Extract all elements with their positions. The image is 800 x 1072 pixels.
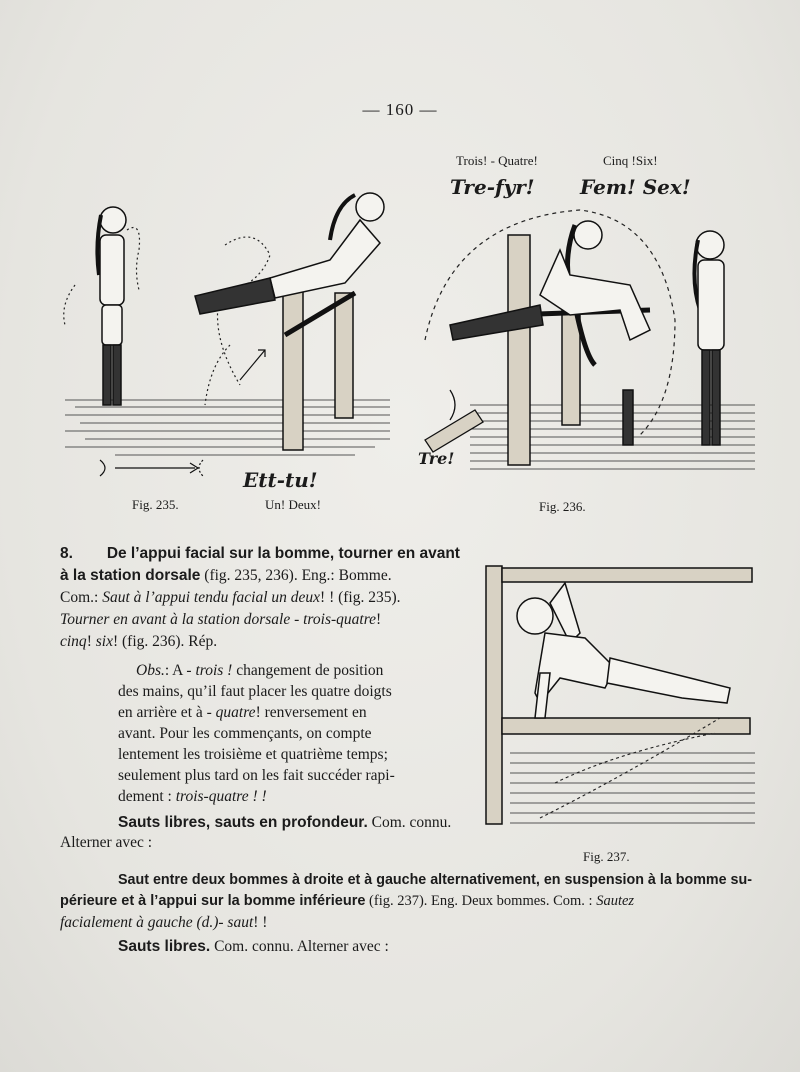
section-8-title-1: De l’appui facial sur la bomme, tourner en avant [106,545,460,562]
obs-paragraph: Obs.: A - trois ! changement de position des mains, qu’il faut placer les quatre doigts en arrière et à - quatre! renversement en avant. Pour les commençants, on compte lentement les troisième et quatrième temps; seulement plus tard on les fait succéder rapi- dement : trois-quatre ! ! [118,662,395,805]
section-8-line-3: Com.: Saut à l’appui tendu facial un deux! ! (fig. 235). [60,589,401,606]
figure-237-illustration [480,558,760,843]
page-number: — 160 — [362,100,438,119]
section-8-line-5: cinq! six! (fig. 236). Rép. [60,633,218,650]
fig235-caption: Fig. 235. [132,497,179,512]
fig236-script-right: Fem! Sex! [580,175,691,199]
figure-236-illustration [410,200,760,490]
fig235-script: Ett-tu! [243,468,318,492]
fig236-caption: Fig. 236. [539,499,586,514]
section-8-heading [60,543,462,564]
section-8-line-2: à la station dorsale (fig. 235, 236). Eng.: Bomme. [60,567,392,584]
sauts-libres-profondeur: Sauts libres, sauts en profondeur. Com. connu. [118,814,452,831]
fig236-counts-right: Cinq !Six! [603,153,658,168]
figure-235-illustration [55,185,400,485]
section-number: 8. [60,545,73,562]
fig236-script-bottom: Tre! [418,449,455,468]
fig235-counts: Un! Deux! [265,497,321,512]
section-8-line-4: Tourner en avant à la station dorsale - trois-quatre! [60,611,382,628]
alterner-avec-1: Alterner avec : [60,834,153,851]
fig236-counts-left: Trois! - Quatre! [456,153,538,168]
fig237-caption: Fig. 237. [583,849,630,864]
saut-entre-deux-bommes: Saut entre deux bommes à droite et à gauche alternativement, en suspension à la bomme su- périeure et à l’appui sur la bomme inférieure (fig. 237). Eng. Deux bommes. Com. : Sautez facialement à gauche (d.)- saut! ! [60,872,753,931]
fig236-script-left: Tre-fyr! [450,175,535,199]
sauts-libres: Sauts libres. Com. connu. Alterner avec : [118,938,389,955]
